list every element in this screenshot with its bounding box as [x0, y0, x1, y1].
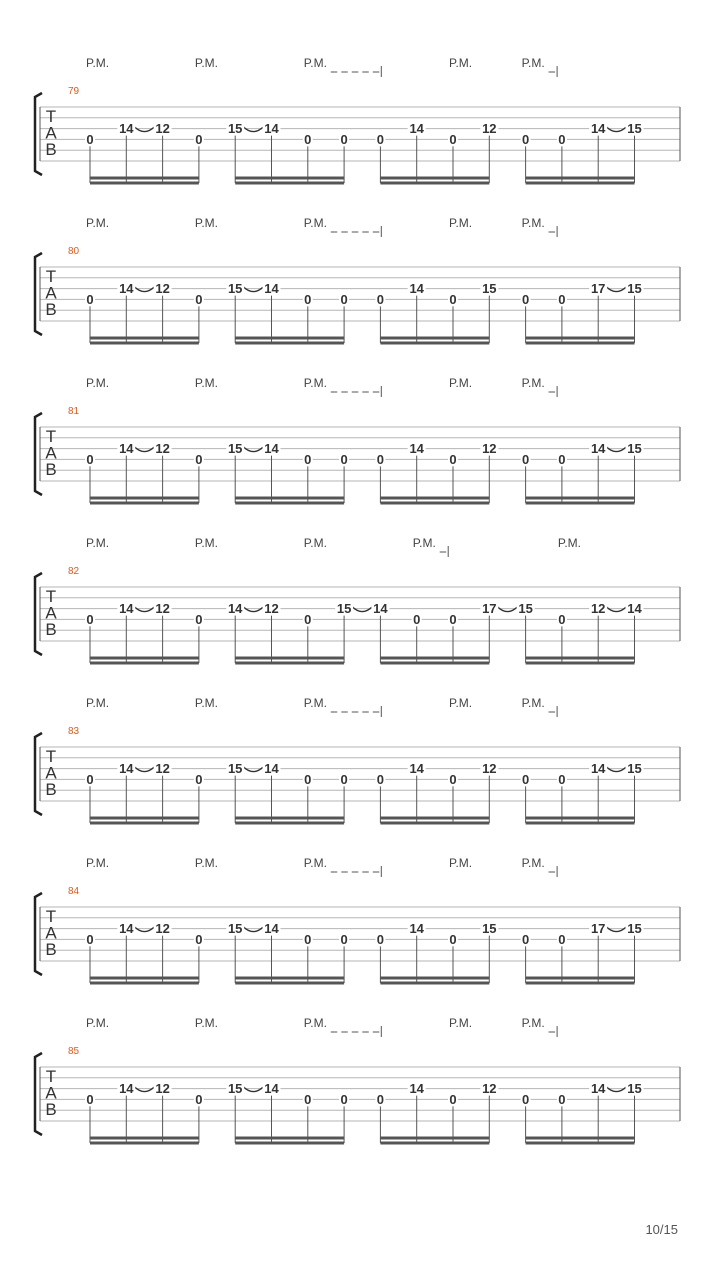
fret-number: 14	[409, 441, 424, 457]
fret-number: 0	[449, 451, 457, 467]
system-bracket	[35, 893, 42, 975]
palm-mute-label: P.M.	[194, 856, 219, 870]
fret-number: 17	[590, 281, 606, 297]
fret-number: 0	[521, 291, 530, 307]
fret-number: 0	[449, 131, 457, 147]
tab-clef-letter: T	[45, 107, 57, 126]
palm-mute-label: P.M.	[412, 536, 436, 550]
measure-number: 85	[68, 1046, 80, 1057]
fret-number: 15	[627, 281, 642, 297]
fret-number: 14	[264, 1081, 279, 1097]
fret-number: 15	[227, 761, 243, 777]
fret-number: 14	[119, 121, 134, 137]
fret-number: 0	[558, 291, 566, 307]
fret-number: 14	[227, 601, 243, 617]
tab-clef-letter: B	[45, 140, 57, 159]
fret-number: 14	[119, 281, 134, 297]
fret-number: 14	[409, 1081, 424, 1097]
fret-number: 14	[373, 601, 388, 617]
tab-system	[35, 376, 680, 503]
fret-number: 0	[558, 451, 566, 467]
palm-mute-label: P.M.	[303, 376, 327, 390]
fret-number: 0	[304, 451, 312, 467]
fret-number: 15	[482, 281, 497, 297]
fret-number: 12	[155, 1081, 170, 1097]
fret-number: 0	[86, 611, 94, 627]
tab-clef-letter: A	[45, 603, 57, 623]
fret-number: 0	[558, 131, 566, 147]
fret-number: 0	[340, 1091, 348, 1107]
fret-number: 0	[376, 1091, 385, 1107]
palm-mute-label: P.M.	[449, 376, 473, 390]
fret-number: 0	[376, 451, 385, 467]
fret-number: 15	[482, 921, 497, 937]
fret-number: 0	[521, 131, 530, 147]
palm-mute-label: P.M.	[194, 56, 219, 70]
tab-clef-letter: B	[45, 940, 57, 959]
palm-mute-label: P.M.	[521, 56, 545, 70]
tab-clef-letter: A	[45, 443, 57, 463]
fret-number: 12	[155, 921, 170, 937]
fret-number: 12	[590, 601, 606, 617]
palm-mute-label: P.M.	[86, 1016, 110, 1030]
fret-number: 15	[227, 121, 243, 137]
palm-mute-label: P.M.	[86, 856, 110, 870]
fret-number: 14	[409, 921, 424, 937]
fret-number: 0	[86, 291, 94, 307]
fret-number: 0	[86, 931, 94, 947]
fret-number: 15	[227, 921, 243, 937]
tab-clef-letter: B	[45, 1100, 57, 1119]
palm-mute-label: P.M.	[303, 536, 327, 550]
fret-number: 0	[449, 771, 457, 787]
fret-number: 0	[521, 451, 530, 467]
fret-number: 0	[376, 291, 385, 307]
fret-number: 0	[304, 1091, 312, 1107]
tab-clef-letter: T	[45, 747, 57, 766]
fret-number: 12	[482, 761, 497, 777]
fret-number: 15	[227, 1081, 243, 1097]
fret-number: 14	[119, 921, 134, 937]
palm-mute-label: P.M.	[194, 536, 219, 550]
fret-number: 0	[86, 451, 94, 467]
fret-number: 0	[340, 931, 348, 947]
fret-number: 12	[155, 441, 170, 457]
fret-number: 14	[119, 601, 134, 617]
fret-number: 12	[155, 761, 170, 777]
fret-number: 15	[627, 121, 642, 137]
fret-number: 14	[409, 121, 424, 137]
system-bracket	[35, 93, 42, 175]
fret-number: 0	[521, 771, 530, 787]
page-number: 10/15	[645, 1222, 678, 1237]
palm-mute-label: P.M.	[521, 376, 545, 390]
system-bracket	[35, 253, 42, 335]
system-bracket	[35, 573, 42, 655]
palm-mute-label: P.M.	[521, 696, 545, 710]
tab-clef-letter: A	[45, 1083, 57, 1103]
measure-number: 84	[68, 886, 80, 897]
fret-number: 12	[482, 121, 497, 137]
fret-number: 14	[119, 761, 134, 777]
fret-number: 14	[264, 921, 279, 937]
tab-clef-letter: T	[45, 1067, 57, 1086]
fret-number: 15	[627, 1081, 642, 1097]
measure-number: 82	[68, 566, 80, 577]
tab-clef-letter: B	[45, 300, 57, 319]
tab-system	[35, 856, 680, 983]
fret-number: 15	[627, 441, 642, 457]
fret-number: 0	[521, 1091, 530, 1107]
tab-clef-letter: T	[45, 587, 57, 606]
fret-number: 12	[482, 1081, 497, 1097]
fret-number: 0	[195, 451, 203, 467]
fret-number: 0	[304, 931, 312, 947]
tab-clef-letter: T	[45, 427, 57, 446]
palm-mute-label: P.M.	[449, 216, 473, 230]
palm-mute-label: P.M.	[449, 696, 473, 710]
fret-number: 14	[590, 1081, 606, 1097]
system-bracket	[35, 733, 42, 815]
fret-number: 0	[86, 1091, 94, 1107]
fret-number: 15	[227, 441, 243, 457]
fret-number: 0	[195, 131, 203, 147]
fret-number: 14	[264, 441, 279, 457]
palm-mute-label: P.M.	[303, 56, 327, 70]
fret-number: 14	[627, 601, 642, 617]
fret-number: 15	[627, 921, 642, 937]
tab-clef-letter: T	[45, 907, 57, 926]
palm-mute-label: P.M.	[194, 216, 219, 230]
fret-number: 0	[340, 131, 348, 147]
fret-number: 0	[86, 131, 94, 147]
fret-number: 0	[195, 771, 203, 787]
palm-mute-label: P.M.	[303, 216, 327, 230]
fret-number: 17	[482, 601, 497, 617]
palm-mute-label: P.M.	[303, 856, 327, 870]
palm-mute-label: P.M.	[86, 696, 110, 710]
fret-number: 0	[558, 771, 566, 787]
fret-number: 14	[264, 281, 279, 297]
fret-number: 0	[195, 1091, 203, 1107]
fret-number: 14	[119, 441, 134, 457]
fret-number: 0	[449, 1091, 457, 1107]
fret-number: 0	[449, 291, 457, 307]
fret-number: 14	[264, 761, 279, 777]
tab-clef-letter: B	[45, 620, 57, 639]
palm-mute-label: P.M.	[449, 56, 473, 70]
palm-mute-label: P.M.	[557, 536, 582, 550]
fret-number: 15	[627, 761, 642, 777]
tab-system	[35, 216, 680, 343]
palm-mute-label: P.M.	[86, 56, 110, 70]
palm-mute-label: P.M.	[86, 216, 110, 230]
fret-number: 14	[119, 1081, 134, 1097]
fret-number: 12	[155, 121, 170, 137]
palm-mute-label: P.M.	[449, 856, 473, 870]
palm-mute-label: P.M.	[303, 696, 327, 710]
tab-clef-letter: A	[45, 283, 57, 303]
fret-number: 0	[521, 931, 530, 947]
fret-number: 14	[409, 281, 424, 297]
tab-clef-letter: A	[45, 763, 57, 783]
palm-mute-label: P.M.	[86, 376, 110, 390]
fret-number: 0	[195, 291, 203, 307]
tab-clef-letter: A	[45, 123, 57, 143]
fret-number: 17	[590, 921, 606, 937]
system-bracket	[35, 1053, 42, 1135]
tab-system	[35, 696, 680, 823]
system-bracket	[35, 413, 42, 495]
fret-number: 0	[195, 931, 203, 947]
palm-mute-label: P.M.	[521, 856, 545, 870]
tab-clef-letter: B	[45, 460, 57, 479]
fret-number: 0	[304, 131, 312, 147]
fret-number: 15	[518, 601, 533, 617]
fret-number: 0	[376, 131, 385, 147]
fret-number: 0	[413, 611, 421, 627]
fret-number: 0	[195, 611, 203, 627]
fret-number: 14	[590, 441, 606, 457]
palm-mute-label: P.M.	[521, 1016, 545, 1030]
fret-number: 0	[340, 451, 348, 467]
fret-number: 0	[558, 611, 566, 627]
tab-system	[35, 1016, 680, 1143]
fret-number: 15	[227, 281, 243, 297]
palm-mute-label: P.M.	[194, 1016, 219, 1030]
fret-number: 15	[336, 601, 352, 617]
fret-number: 0	[304, 291, 312, 307]
fret-number: 0	[340, 771, 348, 787]
tab-clef-letter: T	[45, 267, 57, 286]
fret-number: 0	[86, 771, 94, 787]
fret-number: 12	[155, 281, 170, 297]
tab-clef-letter: B	[45, 780, 57, 799]
palm-mute-label: P.M.	[194, 696, 219, 710]
fret-number: 14	[409, 761, 424, 777]
fret-number: 0	[558, 1091, 566, 1107]
fret-number: 0	[558, 931, 566, 947]
palm-mute-label: P.M.	[521, 216, 545, 230]
palm-mute-label: P.M.	[194, 376, 219, 390]
fret-number: 14	[590, 761, 606, 777]
fret-number: 0	[449, 931, 457, 947]
palm-mute-label: P.M.	[303, 1016, 327, 1030]
measure-number: 81	[68, 406, 80, 417]
fret-number: 0	[376, 931, 385, 947]
fret-number: 0	[449, 611, 457, 627]
fret-number: 0	[340, 291, 348, 307]
measure-number: 80	[68, 246, 80, 257]
fret-number: 12	[264, 601, 279, 617]
fret-number: 14	[264, 121, 279, 137]
tab-system	[35, 56, 680, 183]
fret-number: 0	[304, 611, 312, 627]
measure-number: 83	[68, 726, 80, 737]
palm-mute-label: P.M.	[449, 1016, 473, 1030]
fret-number: 12	[155, 601, 170, 617]
tab-system	[35, 536, 680, 663]
fret-number: 0	[304, 771, 312, 787]
fret-number: 12	[482, 441, 497, 457]
tab-clef-letter: A	[45, 923, 57, 943]
fret-number: 14	[590, 121, 606, 137]
fret-number: 0	[376, 771, 385, 787]
measure-number: 79	[68, 86, 80, 97]
palm-mute-label: P.M.	[86, 536, 110, 550]
